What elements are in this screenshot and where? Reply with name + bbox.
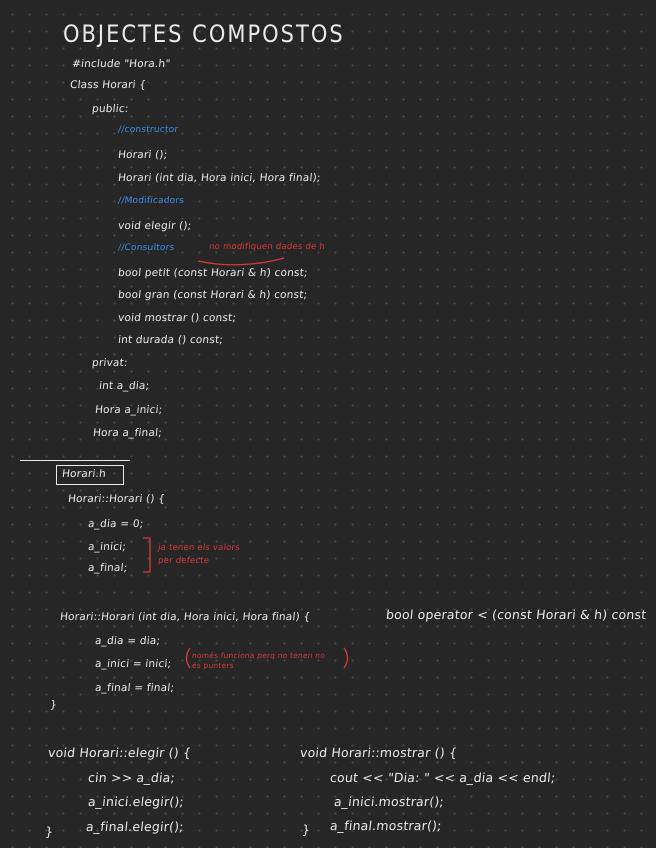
- param-ctor-note-2: és punters: [191, 661, 235, 670]
- param-ctor-final: a_final = final;: [94, 682, 175, 694]
- mostrar-line-2: a_inici.mostrar();: [333, 794, 445, 809]
- default-ctor-dia: a_dia = 0;: [87, 518, 145, 530]
- mostrar-close: }: [301, 822, 312, 837]
- default-ctor-note-1: ja tenen els valors: [157, 543, 241, 553]
- default-ctor-note-2: per defecte: [157, 556, 210, 566]
- param-ctor-note-1: només funciona perq no tenen no: [191, 651, 326, 660]
- public-label: public:: [91, 103, 130, 115]
- method-gran: bool gran (const Horari & h) const;: [117, 289, 308, 301]
- default-ctor-final: a_final;: [87, 562, 129, 574]
- elegir-line-1: cin >> a_dia;: [87, 770, 176, 785]
- consultors-underline: [198, 258, 284, 265]
- ctor-params: Horari (int dia, Hora inici, Hora final);: [117, 172, 322, 184]
- param-ctor-dia: a_dia = dia;: [94, 635, 161, 647]
- method-mostrar: void mostrar () const;: [117, 312, 237, 324]
- private-label: privat:: [91, 357, 129, 369]
- elegir-close: }: [44, 824, 55, 839]
- elegir-line-3: a_final.elegir();: [85, 819, 185, 834]
- mostrar-line-3: a_final.mostrar();: [329, 818, 443, 833]
- elegir-header: void Horari::elegir () {: [47, 745, 193, 760]
- param-ctor-header: Horari::Horari (int dia, Hora inici, Hora final) {: [59, 611, 311, 623]
- default-ctor-header: Horari::Horari () {: [67, 493, 166, 505]
- comment-consultors: //Consultors: [117, 243, 175, 253]
- operator-line: bool operator < (const Horari & h) const: [385, 607, 648, 622]
- default-ctor-inici: a_inici;: [87, 541, 127, 553]
- default-ctor-bracket: [143, 538, 150, 572]
- param-ctor-inici: a_inici = inici;: [94, 658, 172, 670]
- field-inici: Hora a_inici;: [94, 404, 164, 416]
- method-petit: bool petit (const Horari & h) const;: [117, 267, 309, 279]
- elegir-line-2: a_inici.elegir();: [87, 794, 185, 809]
- note-consultors: no modifiquen dades de h: [208, 242, 326, 252]
- field-dia: int a_dia;: [98, 380, 150, 392]
- param-ctor-close: }: [49, 699, 58, 711]
- method-elegir: void elegir ();: [117, 220, 193, 232]
- class-line: Class Horari {: [69, 79, 147, 91]
- field-final: Hora a_final;: [92, 427, 163, 439]
- param-note-close-paren: [344, 648, 348, 668]
- param-note-open-paren: [187, 648, 191, 668]
- include-line: #include "Hora.h": [71, 58, 171, 70]
- method-durada: int durada () const;: [117, 334, 224, 346]
- mostrar-line-1: cout << "Dia: " << a_dia << endl;: [329, 770, 557, 785]
- comment-constructor: //constructor: [117, 125, 179, 135]
- comment-modifiers: //Modificadors: [117, 196, 185, 206]
- file-label: Horari.h: [61, 468, 107, 480]
- ctor-default: Horari ();: [117, 149, 169, 161]
- mostrar-header: void Horari::mostrar () {: [299, 745, 459, 760]
- page-title: OBJECTES COMPOSTOS: [63, 20, 345, 48]
